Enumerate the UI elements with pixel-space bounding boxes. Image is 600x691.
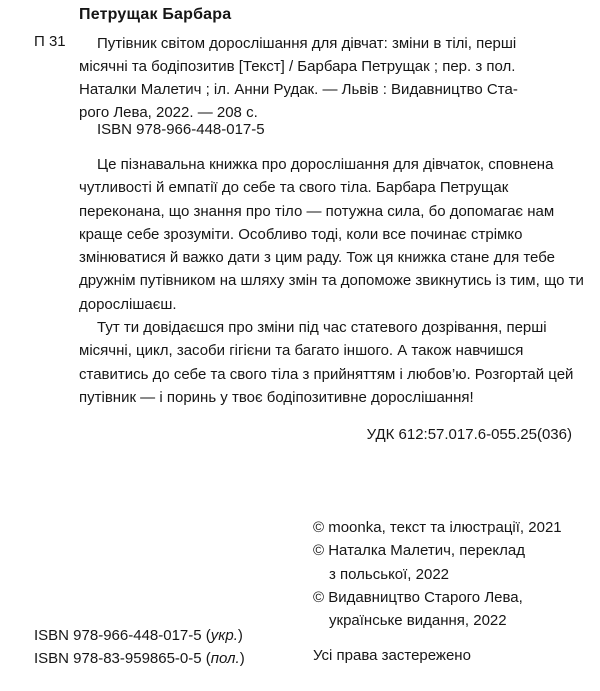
annotation-paragraph: Тут ти довідаєшся про зміни під час статевого дозрівання, перші місячні, цикл, засоби гігієни та багато іншого. А також навчишся ставитись до себе та свого тіла з прийняттям і любов’ю. Розгортай цей путівник — і поринь у твоє бодіпозитивне дорослішання! bbox=[79, 319, 574, 406]
annotation bbox=[79, 153, 584, 409]
copyright-block bbox=[313, 516, 562, 632]
biblio-line: місячні та бодіпозитив [Текст] / Барбара Петрущак ; пер. з пол. bbox=[79, 58, 516, 75]
isbn-number: ISBN 978-966-448-017-5 bbox=[34, 627, 202, 644]
isbn-row: ISBN 978-966-448-017-5 (укр.) bbox=[34, 627, 243, 644]
rights-notice: Усі права застережено bbox=[313, 647, 471, 664]
bibliographic-record bbox=[79, 32, 579, 124]
copyright-line: © Наталка Малетич, переклад bbox=[313, 542, 525, 560]
classification-code: П 31 bbox=[34, 33, 66, 50]
author-name: Петрущак Барбара bbox=[79, 6, 232, 23]
copyright-line-continued: українське видання, 2022 bbox=[329, 612, 507, 630]
udk-code: УДК 612:57.017.6-055.25(036) bbox=[366, 426, 572, 443]
biblio-line: Наталки Малетич ; іл. Анни Рудак. — Львів : Видавництво Ста- bbox=[79, 81, 518, 98]
annotation-paragraph: Це пізнавальна книжка про дорослішання для дівчаток, сповнена чутливості й емпатії до себе та свого тіла. Барбара Петрущак переконана, що знання про тіло — потужна сила, бо допомагає нам краще себе зрозуміти. Особливо тоді, коли все починає стрімко змінюватися й важко дати з цим раду. Тож ця книжка стане для тебе дружнім путівником на шляху змін та допоможе звикнутись із тим, що ти дорослішаєш. bbox=[79, 156, 584, 313]
isbn-main: ISBN 978-966-448-017-5 bbox=[97, 121, 265, 138]
copyright-line: © moonka, текст та ілюстрації, 2021 bbox=[313, 519, 562, 536]
isbn-edition: пол. bbox=[210, 650, 240, 667]
biblio-line: рого Лева, 2022. — 208 с. bbox=[79, 104, 258, 121]
isbn-row: ISBN 978-83-959865-0-5 (пол.) bbox=[34, 650, 245, 667]
isbn-list bbox=[34, 624, 245, 670]
copyright-line-continued: з польської, 2022 bbox=[329, 565, 450, 583]
copyright-line: © Видавництво Старого Лева, bbox=[313, 588, 523, 606]
isbn-number: ISBN 978-83-959865-0-5 bbox=[34, 650, 202, 667]
biblio-line: Путівник світом дорослішання для дівчат: зміни в тілі, перші bbox=[97, 35, 517, 52]
isbn-edition: укр. bbox=[210, 627, 238, 644]
